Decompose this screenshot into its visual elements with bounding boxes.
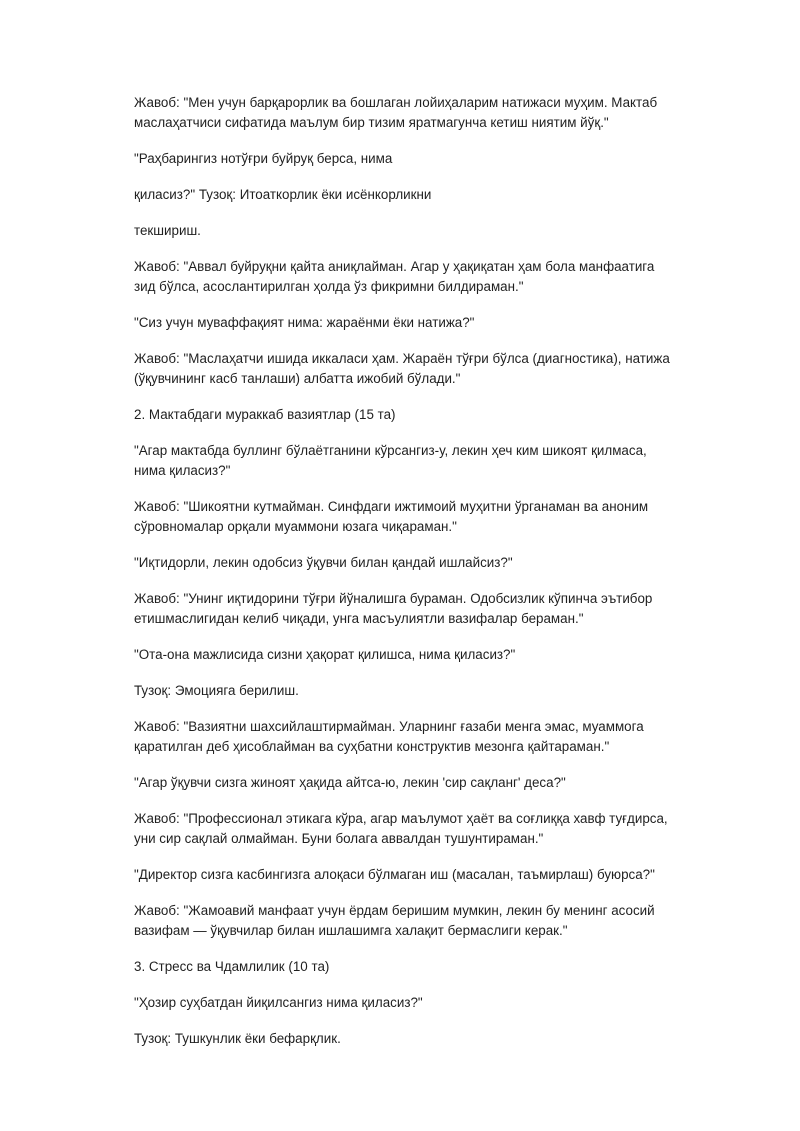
paragraph-question-wrong-order-line3: текшириш.: [134, 223, 201, 238]
paragraph-answer-secret: Жавоб: "Профессионал этикага кўра, агар маълумот ҳаёт ва соғлиққа хавф туғдирса, уни сир сақлай олмайман. Буни болага аввалдан тушунтираман.": [134, 811, 668, 846]
paragraph-answer-wrong-order: Жавоб: "Аввал буйруқни қайта аниқлайман. Агар у ҳақиқатан ҳам бола манфаатига зид бўлса, асослантирилган ҳолда ўз фикримни билдираман.": [134, 259, 655, 294]
paragraph-answer-success: Жавоб: "Маслаҳатчи ишида иккаласи ҳам. Жараён тўғри бўлса (диагностика), натижа (ўқувчининг касб танлаши) албатта ижобий бўлади.": [134, 351, 670, 386]
paragraph-trap-emotion: Тузоқ: Эмоцияга берилиш.: [134, 683, 299, 698]
paragraph-question-bullying: "Агар мактабда буллинг бўлаётганини кўрсангиз-у, лекин ҳеч ким шикоят қилмаса, нима қиласиз?": [134, 443, 647, 478]
paragraph-answer-talented-student: Жавоб: "Унинг иқтидорини тўғри йўналишга бураман. Одобсизлик кўпинча эътибор етишмаслигидан келиб чиқади, унга масъулиятли вазифалар бераман.": [134, 591, 653, 626]
section-heading-school-situations: 2. Мактабдаги мураккаб вазиятлар (15 та): [134, 407, 396, 422]
paragraph-answer-director: Жавоб: "Жамоавий манфаат учун ёрдам беришим мумкин, лекин бу менинг асосий вазифам — ўқувчилар билан ишлашимга халақит бермаслиги керак.": [134, 903, 655, 938]
paragraph-trap-depression: Тузоқ: Тушкунлик ёки бефарқлик.: [134, 1031, 341, 1046]
paragraph-question-interview-fail: "Ҳозир суҳбатдан йиқилсангиз нима қиласиз?": [134, 995, 423, 1010]
section-heading-stress: 3. Стресс ва Чдамлилик (10 та): [134, 959, 330, 974]
paragraph-question-secret: "Агар ўқувчи сизга жиноят ҳақида айтса-ю, лекин 'сир сақланг' деса?": [134, 775, 566, 790]
paragraph-question-talented-student: "Иқтидорли, лекин одобсиз ўқувчи билан қандай ишлайсиз?": [134, 555, 513, 570]
paragraph-question-wrong-order-line1: "Раҳбарингиз нотўғри буйруқ берса, нима: [134, 151, 393, 166]
paragraph-answer-bullying: Жавоб: "Шикоятни кутмайман. Синфдаги ижтимоий муҳитни ўрганаман ва аноним сўровномалар орқали муаммони юзага чиқараман.": [134, 499, 649, 534]
paragraph-question-wrong-order-line2: қиласиз?" Тузоқ: Итоаткорлик ёки исёнкорликни: [134, 187, 432, 202]
paragraph-answer-parent-meeting: Жавоб: "Вазиятни шахсийлаштирмайман. Уларнинг ғазаби менга эмас, муаммога қаратилган деб ҳисоблайман ва суҳбатни конструктив мезонга қайтараман.": [134, 719, 644, 754]
paragraph-question-director: "Директор сизга касбингизга алоқаси бўлмаган иш (масалан, таъмирлаш) буюрса?": [134, 867, 655, 882]
paragraph-answer-stability: Жавоб: "Мен учун барқарорлик ва бошлаган лойиҳаларим натижаси муҳим. Мактаб маслаҳатчиси сифатида маълум бир тизим яратмагунча кетиш ниятим йўқ.": [134, 95, 658, 130]
paragraph-question-success: "Сиз учун муваффақият нима: жараёнми ёки натижа?": [134, 315, 475, 330]
document-body: [134, 93, 674, 1065]
paragraph-question-parent-meeting: "Ота-она мажлисида сизни ҳақорат қилишса, нима қиласиз?": [134, 647, 516, 662]
